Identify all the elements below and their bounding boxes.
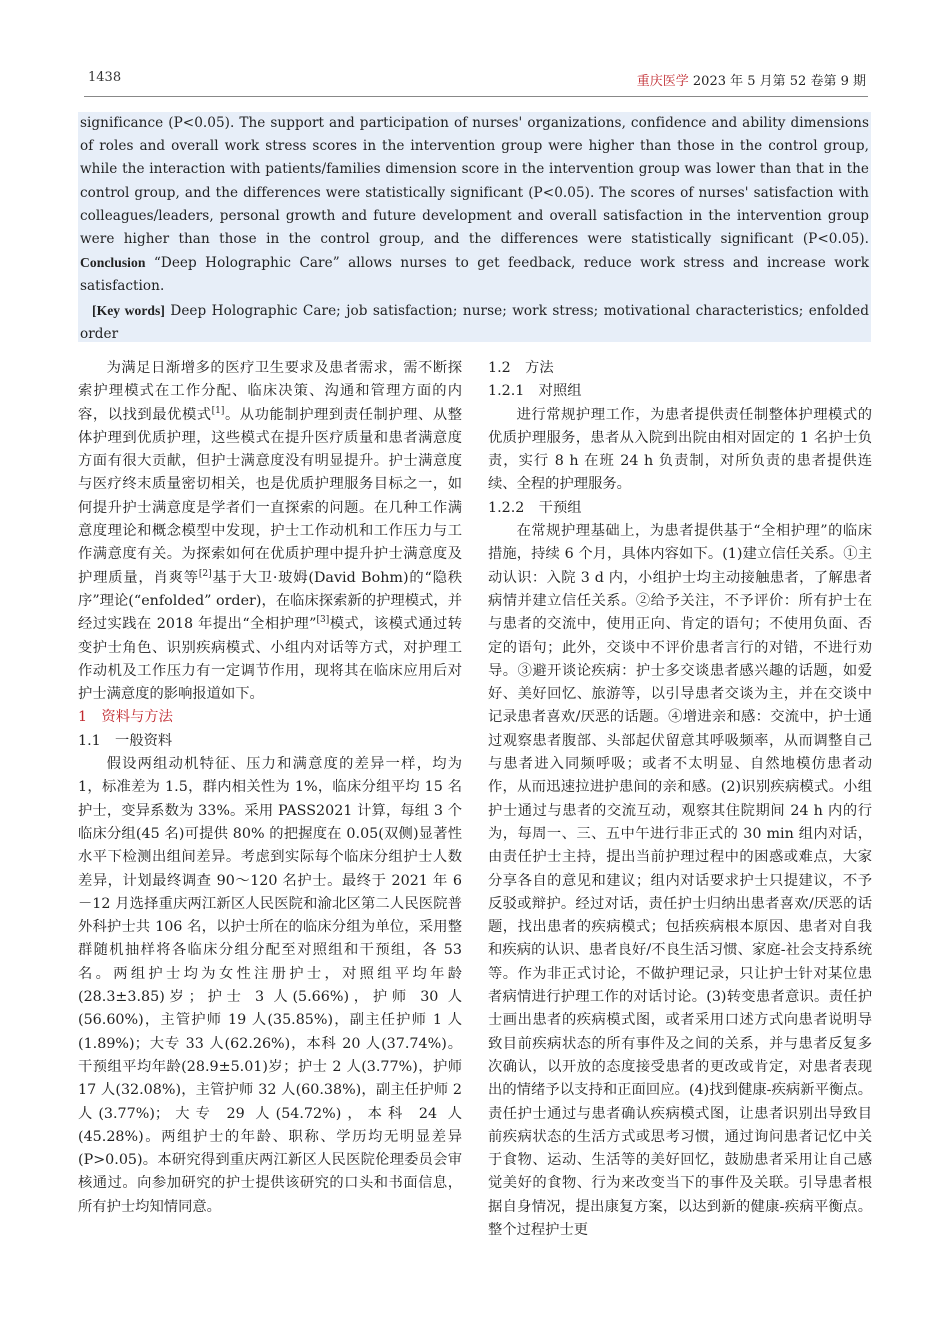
abstract-results-text: significance (P<0.05). The support and participation of nurses' organizations, confidence and ability dimensions of roles and overall work stress scores in the intervention group were higher than those in the control group, while the interaction with patients/families dimension score in the intervention group was lower than that in the control group, and the differences were statistically significant (P<0.05). The scores of nurses' satisfaction with colleagues/leaders, personal growth and future development and overall satisfaction in the intervention group were higher than those in the control group, and the differences were statistically significant (P<0.05).	[80, 115, 869, 248]
general-data-paragraph: 假设两组动机特征、压力和满意度的差异一样，均为 1，标准差为 1.5，群内相关性为 1%，临床分组平均 15 名护士，变异系数为 33%。采用 PASS2021 计算，每组 3 个临床分组(45 名)可提供 80% 的把握度在 0.05(双侧)显著性水平下检测出组间差异。考虑到实际每个临床分组护士人数差异，计划最终调查 90～120 名护士。最终于 2021 年 6－12 月选择重庆两江新区人民医院和渝北区第二人民医院普外科护士共 106 名，以护士所在的临床分组为单位，采用整群随机抽样将各临床分组分配至对照组和干预组，各 53 名。两组护士均为女性注册护士，对照组平均年龄(28.3±3.85)岁；护士 3 人(5.66%)，护师 30 人(56.60%)，主管护师 19 人(35.85%)，副主任护师 1 人(1.89%)；大专 33 人(62.26%)，本科 20 人(37.74%)。干预组平均年龄(28.9±5.01)岁；护士 2 人(3.77%)，护师 17 人(32.08%)，主管护师 32 人(60.38%)，副主任护师 2 人(3.77%)；大专 29 人(54.72%)，本科 24 人(45.28%)。两组护士的年龄、职称、学历均无明显差异(P>0.05)。本研究得到重庆两江新区人民医院伦理委员会审核通过。向参加研究的护士提供该研究的口头和书面信息，所有护士均知情同意。	[78, 756, 462, 1215]
citation-1[interactable]: [1]	[211, 405, 225, 416]
keywords-text: Deep Holographic Care; job satisfaction; nurse; work stress; motivational characteristics; enfolded order	[80, 302, 869, 342]
header-divider	[84, 96, 868, 97]
running-header	[88, 70, 866, 92]
citation-3[interactable]: [3]	[316, 615, 330, 626]
keywords-label: [Key words]	[92, 302, 165, 318]
control-group-paragraph: 进行常规护理工作，为患者提供责任制整体护理模式的优质护理服务，患者从入院到出院由相对固定的 1 名护士负责，实行 8 h 在班 24 h 负责制，对所负责的患者提供连续、全程的护理服务。	[488, 406, 872, 493]
subsection-heading-method: 1.2 方法	[488, 360, 554, 376]
intro-text-d: 模式，该模式通过转变护士角色、识别疾病模式、小组内对话等方式，对护理工作动机及工作压力有一定调节作用，现将其在临床应用后对护士满意度的影响报道如下。	[78, 616, 463, 703]
conclusion-text: “Deep Holographic Care” allows nurses to get feedback, reduce work stress and increase work satisfaction.	[80, 255, 869, 295]
intro-text-a: 为满足日渐增多的医疗卫生要求及患者需求，需不断探索护理模式在工作分配、临床决策、沟通和管理方面的内容，以找到最优模式	[78, 360, 462, 423]
subsection-heading-general: 1.1 一般资料	[78, 732, 173, 749]
intro-text-c: 基于大卫·玻姆(David Bohm)的“隐秩序”理论(“enfolded” order)，在临床探索新的护理模式，并经过实践在 2018 年提出“全相护理”	[78, 569, 462, 633]
english-abstract-box	[78, 112, 871, 342]
right-column	[488, 357, 872, 1242]
keywords-paragraph	[80, 299, 869, 346]
abstract-paragraph	[80, 112, 869, 299]
section-heading-methods: 1 资料与方法	[78, 709, 173, 726]
journal-issue: 2023 年 5 月第 52 卷第 9 期	[688, 74, 866, 89]
intro-text-b: 。从功能制护理到责任制护理、从整体护理到优质护理，这些模式在提升医疗质量和患者满意度方面有很大贡献，但护士满意度没有明显提升。护士满意度与医疗终末质量密切相关，也是优质护理服务目标之一，如何提升护士满意度是学者们一直探索的问题。在几种工作满意度理论和概念模型中发现，护士工作动机和工作压力与工作满意度有关。为探索如何在优质护理中提升护士满意度及护理质量，肖爽等	[78, 406, 463, 586]
subsection-heading-intervention: 1.2.2 干预组	[488, 499, 582, 516]
subsection-heading-control: 1.2.1 对照组	[488, 383, 582, 400]
journal-info	[637, 70, 866, 89]
conclusion-label: Conclusion	[80, 255, 146, 271]
left-column	[78, 357, 462, 1219]
intro-paragraph	[78, 357, 462, 706]
citation-2[interactable]: [2]	[198, 568, 212, 579]
page-number: 1438	[88, 70, 122, 85]
intervention-group-paragraph: 在常规护理基础上，为患者提供基于“全相护理”的临床措施，持续 6 个月，具体内容如下。(1)建立信任关系。①主动认识：入院 3 d 内，小组护士均主动接触患者，了解患者病情并建立信任关系。②给予关注，不予评价：所有护士在与患者的交流中，使用正向、肯定的语句；不使用负面、否定的语句；此外，交谈中不评价患者言行的对错，不进行劝导。③避开谈论疾病：护士多交谈患者感兴趣的话题，如爱好、美好回忆、旅游等，以引导患者交谈为主，并在交谈中记录患者喜欢/厌恶的话题。④增进亲和感：交流中，护士通过观察患者腹部、头部起伏留意其呼吸频率，从而调整自己与患者进入同频呼吸；或者不太明显、自然地模仿患者动作，从而迅速拉进护患间的亲和感。(2)识别疾病模式。小组护士通过与患者的交流互动，观察其住院期间 24 h 内的行为，每周一、三、五中午进行非正式的 30 min 组内对话，由责任护士主持，提出当前护理过程中的困惑或难点，大家分享各自的意见和建议；组内对话要求护士只提建议，不予反驳或辩护。经过对话，责任护士归纳出患者喜欢/厌恶的话题，找出患者的疾病模式；包括疾病根本原因、患者对自我和疾病的认识、患者良好/不良生活习惯、家庭-社会支持系统等。作为非正式讨论，不做护理记录，只让护士针对某位患者病情进行护理工作的对话讨论。(3)转变患者意识。责任护士画出患者的疾病模式图，或者采用口述方式向患者说明导致目前疾病状态的所有事件及之间的关系，并与患者反复多次确认，以开放的态度接受患者的更改或肯定，对患者表现出的情绪予以支持和正面回应。(4)找到健康-疾病新平衡点。责任护士通过与患者确认疾病模式图，让患者识别出导致目前疾病状态的生活方式或思考习惯，通过询问患者记忆中关于食物、运动、生活等的美好回忆，鼓励患者采用让自己感觉美好的食物、行为来改变当下的事件及关联。引导患者根据自身情况，提出康复方案，以达到新的健康-疾病平衡点。整个过程护士更	[488, 523, 872, 1238]
journal-name: 重庆医学	[636, 74, 689, 89]
